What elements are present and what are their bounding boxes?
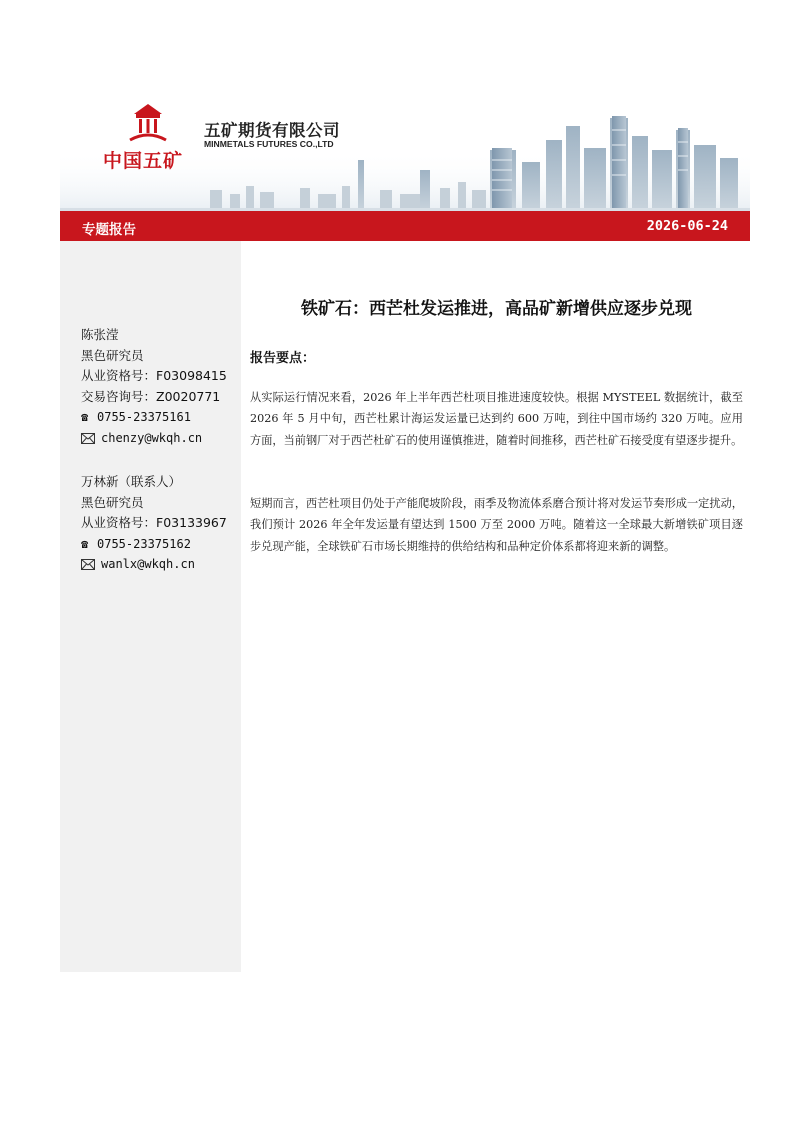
email-address[interactable]: chenzy@wkqh.cn	[101, 430, 203, 445]
cert-number-row	[81, 513, 227, 534]
summary-heading: 报告要点：	[250, 351, 316, 366]
cert-label: 从业资格号：	[81, 515, 157, 531]
consult-number-row	[81, 387, 227, 408]
author-role: 黑色研究员	[81, 347, 144, 363]
report-type: 专题报告	[82, 222, 136, 238]
phone-number: 0755-23375161	[97, 410, 191, 425]
email-row[interactable]	[81, 554, 227, 575]
email-row[interactable]	[81, 428, 227, 449]
phone-row	[81, 534, 227, 555]
consult-number: Z0020771	[156, 388, 221, 404]
cmc-logo-icon	[126, 100, 170, 144]
report-date: 2026-06-24	[646, 218, 728, 234]
company-name-en: MINMETALS FUTURES CO.,LTD	[204, 139, 334, 149]
author-name: 陈张滢	[81, 327, 119, 342]
phone-icon: ☎	[81, 410, 89, 425]
author-card-1	[81, 325, 227, 449]
report-title: 铁矿石：西芒杜发运推进，高品矿新增供应逐步兑现	[301, 299, 692, 319]
summary-paragraph-2: 短期而言，西芒杜项目仍处于产能爬坡阶段，雨季及物流体系磨合预计将对发运节奏形成一定扰动，我们预计 2026 年全年发运量有望达到 1500 万至 2000 万吨。随着这一全球最大新增铁矿项目逐步兑现产能，全球铁矿石市场长期维持的供给结构和品种定价体系都将迎来新的调整。	[250, 497, 743, 553]
company-name-cn: 五矿期货有限公司	[204, 121, 340, 140]
cert-number: F03133967	[156, 515, 227, 531]
phone-icon: ☎	[81, 536, 89, 551]
phone-number: 0755-23375162	[97, 536, 191, 551]
author-card-2	[81, 472, 227, 575]
logo-text: 中国五矿	[103, 150, 184, 172]
phone-row	[81, 407, 227, 428]
cert-number-row	[81, 366, 227, 387]
cert-number: F03098415	[156, 368, 227, 384]
summary-paragraph-1: 从实际运行情况来看，2026 年上半年西芒杜项目推进速度较快。根据 MYSTEEL 数据统计，截至 2026 年 5 月中旬，西芒杜累计海运发运量已达到约 600 万吨，到往中国市场约 320 万吨。应用方面，当前钢厂对于西芒杜矿石的使用谨慎推进，随着时间推移，西芒杜矿石接受度有望逐步提升。	[250, 391, 743, 447]
author-name: 万林新（联系人）	[81, 474, 182, 489]
email-address[interactable]: wanlx@wkqh.cn	[101, 557, 195, 572]
report-header-bar	[60, 211, 750, 241]
cert-label: 从业资格号：	[81, 368, 157, 384]
consult-label: 交易咨询号：	[81, 388, 157, 404]
author-role: 黑色研究员	[81, 494, 144, 510]
envelope-icon	[81, 559, 95, 570]
envelope-icon	[81, 433, 95, 444]
